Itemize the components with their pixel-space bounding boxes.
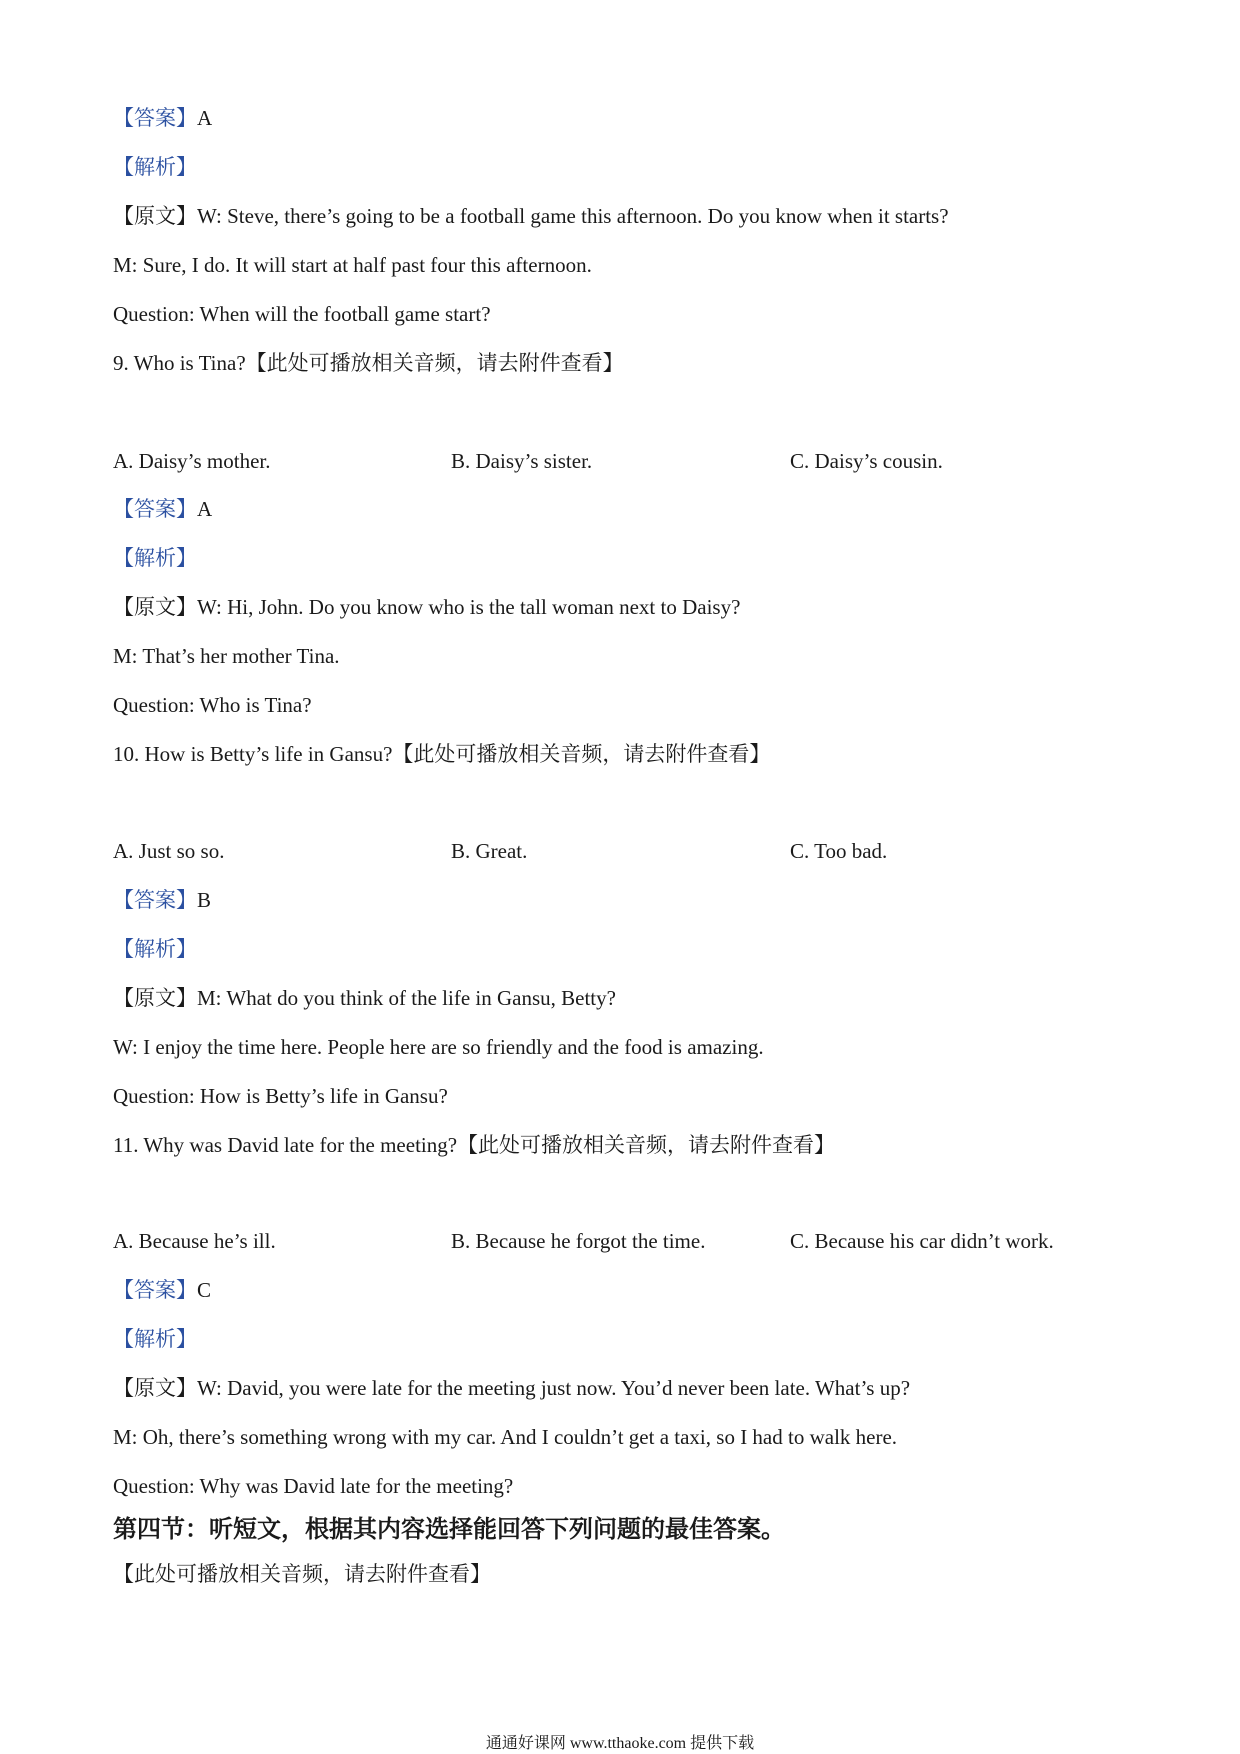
answer-tag: 【答案】 bbox=[113, 1278, 197, 1302]
answer-line-q11 bbox=[113, 1276, 211, 1304]
answer-tag: 【答案】 bbox=[113, 888, 197, 912]
original-line1-q10 bbox=[113, 984, 616, 1012]
original-line2-q10: W: I enjoy the time here. People here are so friendly and the food is amazing. bbox=[113, 1035, 764, 1059]
option-b-q11: B. Because he forgot the time. bbox=[451, 1229, 706, 1253]
original-tag: 【原文】 bbox=[113, 986, 197, 1010]
answer-line-q9 bbox=[113, 495, 212, 523]
question-line-q8: Question: When will the football game start? bbox=[113, 302, 491, 326]
section-audio-note: 【此处可播放相关音频，请去附件查看】 bbox=[113, 1562, 491, 1586]
answer-value: C bbox=[197, 1278, 212, 1302]
original-tag: 【原文】 bbox=[113, 1376, 197, 1400]
option-b-q9: B. Daisy’s sister. bbox=[451, 449, 593, 473]
analysis-line-q10 bbox=[113, 935, 197, 963]
original-line2-q8: M: Sure, I do. It will start at half past four this afternoon. bbox=[113, 253, 592, 277]
option-a-q10: A. Just so so. bbox=[113, 839, 225, 863]
answer-tag: 【答案】 bbox=[113, 497, 197, 521]
answer-value: A bbox=[197, 106, 213, 130]
original-tag: 【原文】 bbox=[113, 204, 197, 228]
question-stem-q11: 11. Why was David late for the meeting?【此处可播放相关音频，请去附件查看】 bbox=[113, 1133, 836, 1157]
answer-tag: 【答案】 bbox=[113, 106, 197, 130]
analysis-line-q8 bbox=[113, 153, 197, 181]
original-text: M: What do you think of the life in Gansu, Betty? bbox=[197, 986, 616, 1010]
original-tag: 【原文】 bbox=[113, 595, 197, 619]
answer-line-q8 bbox=[113, 104, 212, 132]
analysis-tag: 【解析】 bbox=[113, 937, 197, 961]
section-heading: 第四节：听短文，根据其内容选择能回答下列问题的最佳答案。 bbox=[113, 1515, 785, 1543]
question-stem-q9: 9. Who is Tina?【此处可播放相关音频，请去附件查看】 bbox=[113, 351, 624, 375]
option-c-q9: C. Daisy’s cousin. bbox=[790, 449, 943, 473]
analysis-line-q11 bbox=[113, 1325, 197, 1353]
original-text: W: Hi, John. Do you know who is the tall woman next to Daisy? bbox=[197, 595, 741, 619]
question-line-q10: Question: How is Betty’s life in Gansu? bbox=[113, 1084, 448, 1108]
analysis-tag: 【解析】 bbox=[113, 546, 197, 570]
option-a-q9: A. Daisy’s mother. bbox=[113, 449, 271, 473]
analysis-tag: 【解析】 bbox=[113, 155, 197, 179]
original-line1-q8 bbox=[113, 202, 949, 230]
analysis-line-q9 bbox=[113, 544, 197, 572]
option-c-q10: C. Too bad. bbox=[790, 839, 888, 863]
question-line-q11: Question: Why was David late for the meeting? bbox=[113, 1474, 514, 1498]
question-line-q9: Question: Who is Tina? bbox=[113, 693, 312, 717]
original-text: W: Steve, there’s going to be a football game this afternoon. Do you know when it starts? bbox=[197, 204, 949, 228]
question-stem-q10: 10. How is Betty’s life in Gansu?【此处可播放相关音频，请去附件查看】 bbox=[113, 742, 771, 766]
answer-value: A bbox=[197, 497, 213, 521]
original-line2-q11: M: Oh, there’s something wrong with my car. And I couldn’t get a taxi, so I had to walk here. bbox=[113, 1425, 898, 1449]
answer-value: B bbox=[197, 888, 212, 912]
option-a-q11: A. Because he’s ill. bbox=[113, 1229, 276, 1253]
original-line1-q11 bbox=[113, 1374, 910, 1402]
original-text: W: David, you were late for the meeting just now. You’d never been late. What’s up? bbox=[197, 1376, 911, 1400]
original-line1-q9 bbox=[113, 593, 740, 621]
option-b-q10: B. Great. bbox=[451, 839, 528, 863]
answer-line-q10 bbox=[113, 886, 211, 914]
option-c-q11: C. Because his car didn’t work. bbox=[790, 1229, 1054, 1253]
original-line2-q9: M: That’s her mother Tina. bbox=[113, 644, 340, 668]
page-footer: 通通好课网 www.tthaoke.com 提供下载 bbox=[485, 1735, 755, 1752]
analysis-tag: 【解析】 bbox=[113, 1327, 197, 1351]
